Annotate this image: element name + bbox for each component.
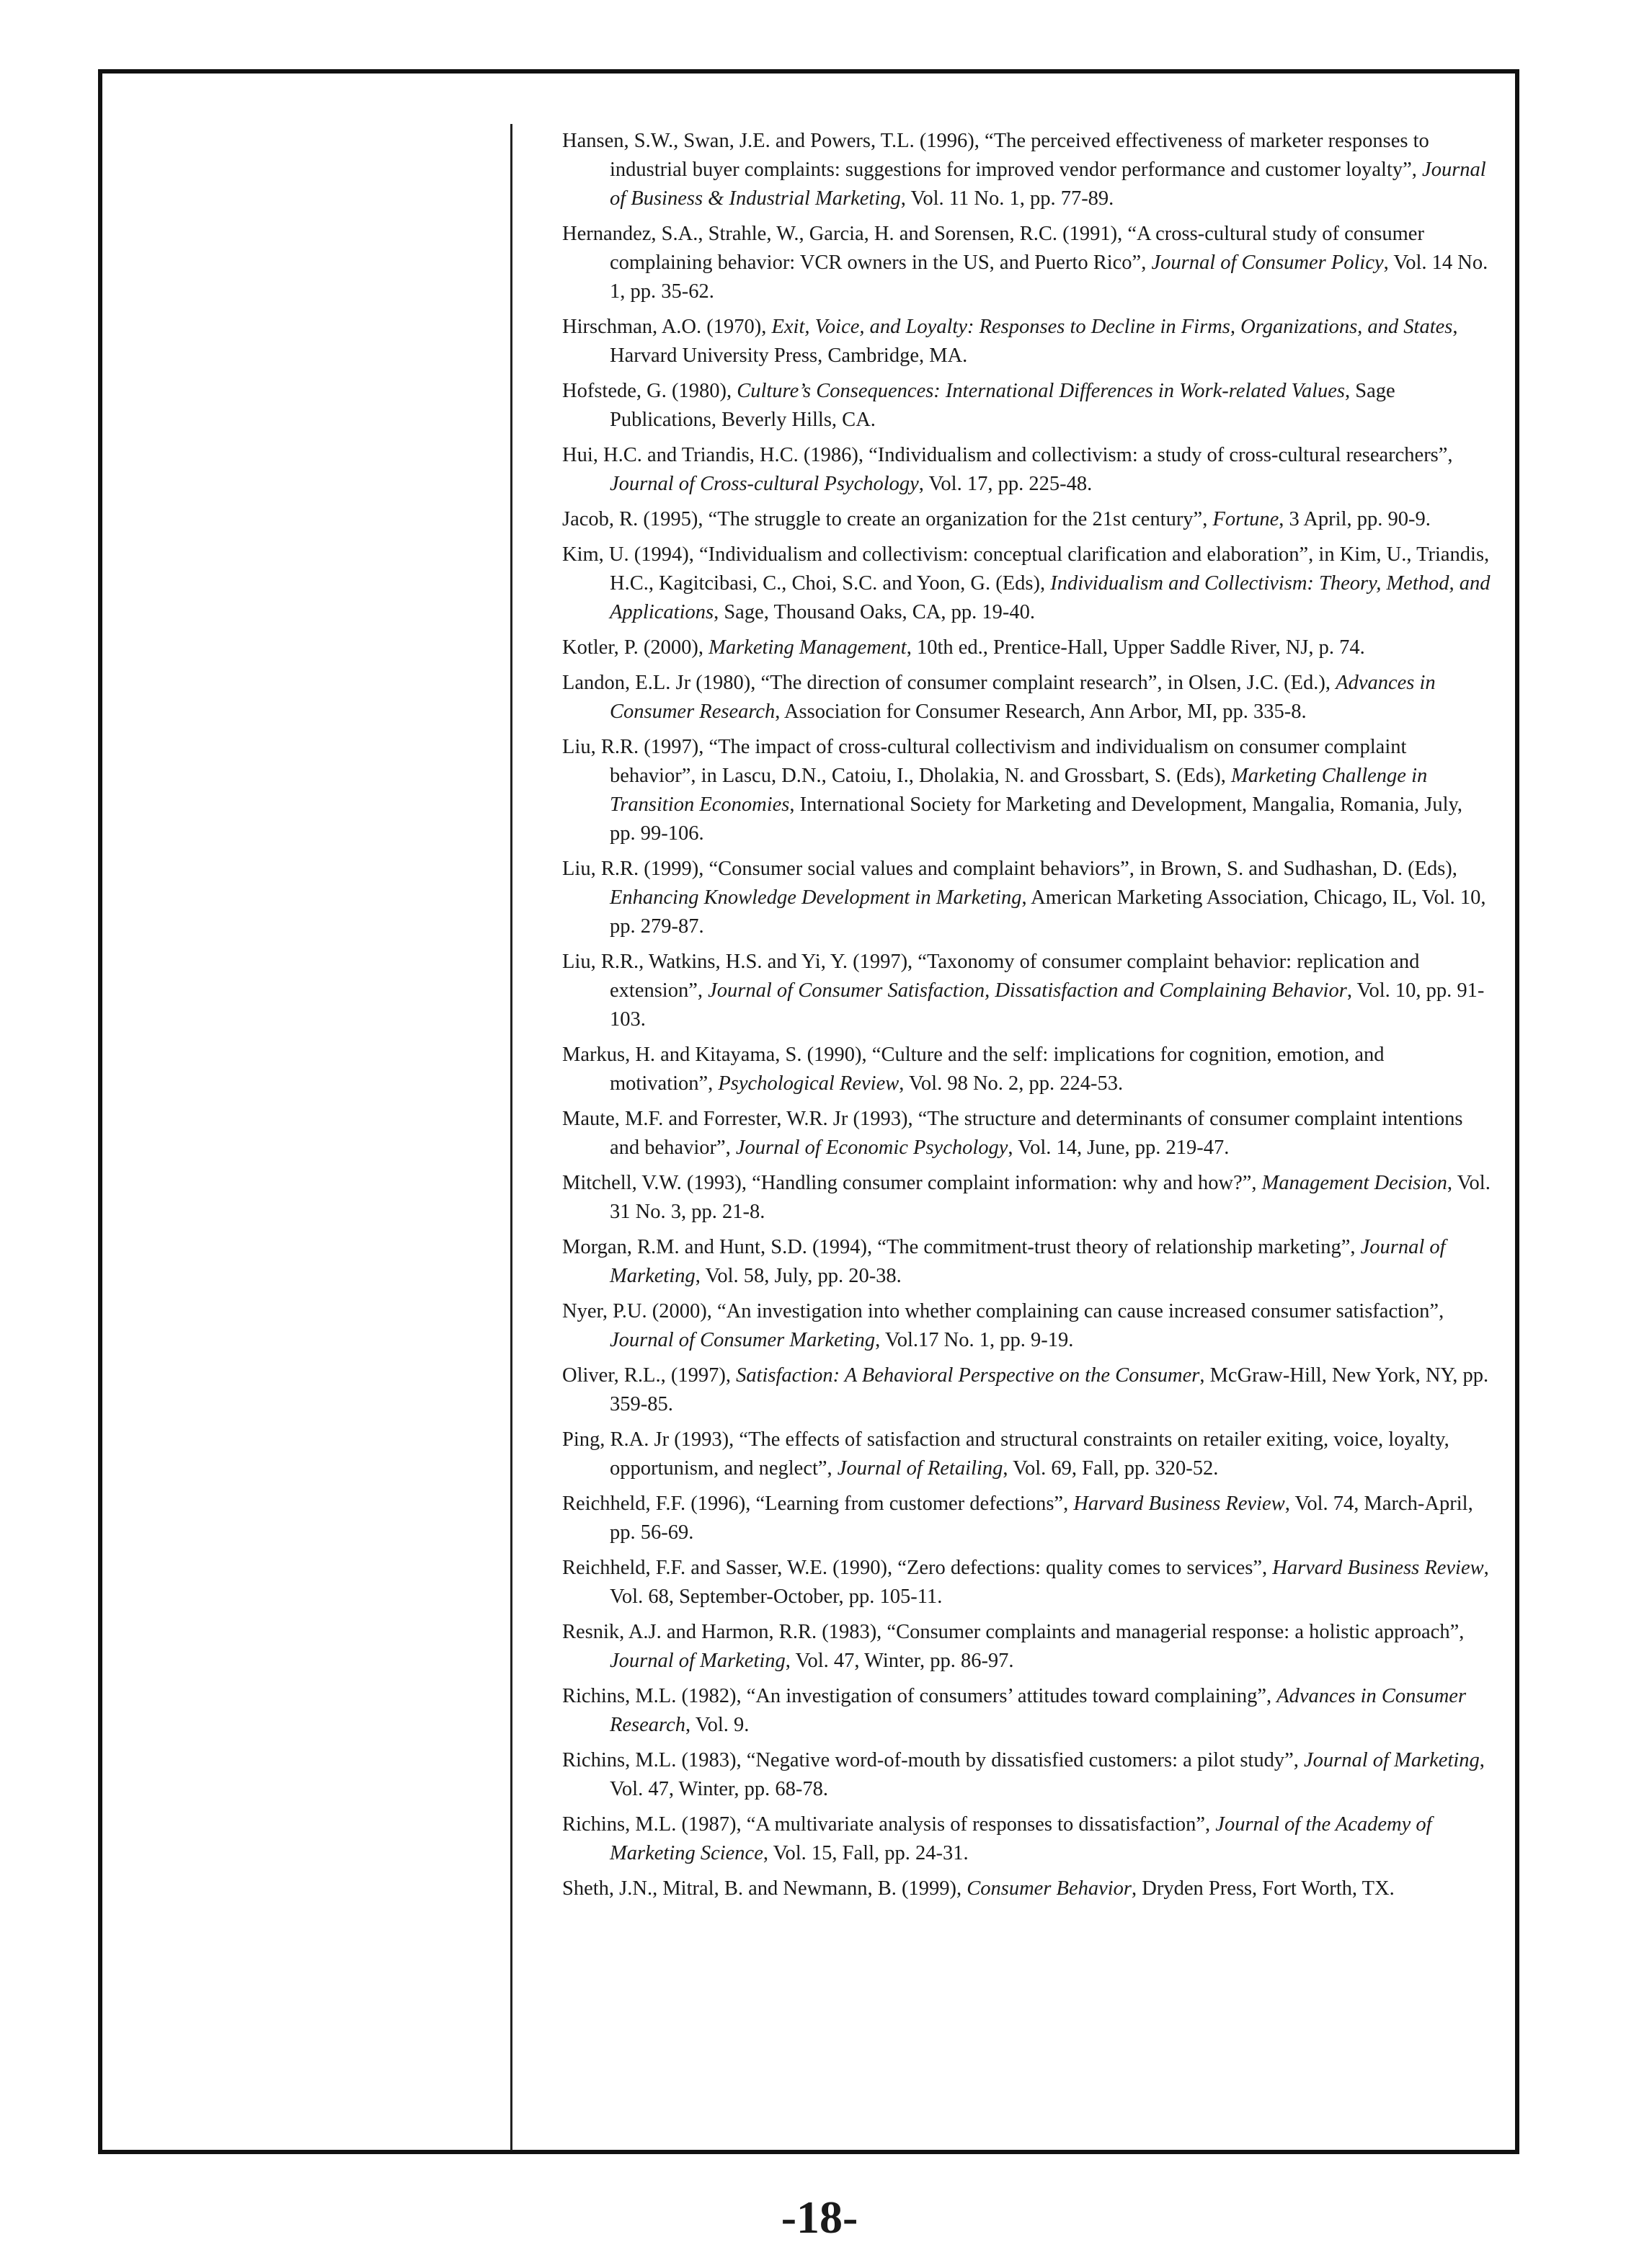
reference-entry bbox=[562, 1169, 1492, 1227]
reference-entry bbox=[562, 1618, 1492, 1676]
reference-details: , Vol. 74, March-April, pp. 56-69. bbox=[610, 1493, 1473, 1544]
reference-text: Hirschman, A.O. (1970), bbox=[562, 316, 772, 338]
reference-details: , Vol. 14, June, pp. 219-47. bbox=[1008, 1137, 1230, 1159]
reference-entry bbox=[562, 1682, 1492, 1740]
reference-details: , 10th ed., Prentice-Hall, Upper Saddle River, NJ, p. 74. bbox=[906, 636, 1365, 659]
reference-entry bbox=[562, 1105, 1492, 1162]
reference-text: Sheth, J.N., Mitral, B. and Newmann, B. (1999), bbox=[562, 1877, 967, 1900]
reference-entry bbox=[562, 1297, 1492, 1355]
page-number: -18- bbox=[781, 2192, 858, 2243]
reference-source-title: Consumer Behavior bbox=[967, 1877, 1132, 1900]
reference-entry bbox=[562, 220, 1492, 306]
reference-source-title: Harvard Business Review bbox=[1272, 1557, 1484, 1579]
reference-source-title: Individualism and Collectivism: Theory, Method, and Applications bbox=[610, 572, 1491, 623]
reference-source-title: Exit, Voice, and Loyalty: Responses to Decline in Firms, Organizations, and States bbox=[771, 316, 1453, 338]
reference-details: , Vol. 69, Fall, pp. 320-52. bbox=[1003, 1457, 1219, 1480]
reference-details: , Association for Consumer Research, Ann Arbor, MI, pp. 335-8. bbox=[775, 701, 1307, 723]
reference-details: , McGraw-Hill, New York, NY, pp. 359-85. bbox=[610, 1364, 1489, 1415]
reference-text: Jacob, R. (1995), “The struggle to create an organization for the 21st century”, bbox=[562, 508, 1213, 530]
reference-entry bbox=[562, 1233, 1492, 1291]
reference-details: , Vol. 58, July, pp. 20-38. bbox=[695, 1265, 902, 1287]
reference-source-title: Journal of Business & Industrial Marketing bbox=[610, 159, 1486, 210]
reference-source-title: Journal of the Academy of Marketing Science bbox=[610, 1813, 1432, 1864]
reference-source-title: Satisfaction: A Behavioral Perspective on the Consumer bbox=[736, 1364, 1200, 1387]
reference-source-title: Advances in Consumer Research bbox=[610, 672, 1436, 723]
reference-entry bbox=[562, 669, 1492, 726]
reference-source-title: Journal of Consumer Satisfaction, Dissatisfaction and Complaining Behavior bbox=[708, 979, 1347, 1002]
reference-text: Landon, E.L. Jr (1980), “The direction of consumer complaint research”, in Olsen, J.C. (Ed.), bbox=[562, 672, 1336, 694]
reference-details: , Vol. 17, pp. 225-48. bbox=[918, 473, 1093, 495]
reference-text: Markus, H. and Kitayama, S. (1990), “Culture and the self: implications for cognition, emotion, and motivation”, bbox=[562, 1044, 1385, 1095]
reference-text: Ping, R.A. Jr (1993), “The effects of satisfaction and structural constraints on retailer exiting, voice, loyalty, opportunism, and neglect”, bbox=[562, 1428, 1449, 1480]
reference-source-title: Journal of Marketing bbox=[1304, 1749, 1480, 1771]
reference-text: Hofstede, G. (1980), bbox=[562, 380, 737, 402]
reference-entry bbox=[562, 441, 1492, 499]
reference-details: , Vol. 31 No. 3, pp. 21-8. bbox=[610, 1172, 1491, 1223]
reference-entry bbox=[562, 127, 1492, 213]
reference-details: , Vol. 47, Winter, pp. 86-97. bbox=[785, 1650, 1014, 1672]
margin-rule bbox=[510, 124, 512, 2151]
reference-details: , American Marketing Association, Chicago, IL, Vol. 10, pp. 279-87. bbox=[610, 886, 1486, 938]
reference-text: Richins, M.L. (1987), “A multivariate analysis of responses to dissatisfaction”, bbox=[562, 1813, 1216, 1836]
reference-text: Hui, H.C. and Triandis, H.C. (1986), “Individualism and collectivism: a study of cross-cultural researchers”, bbox=[562, 444, 1453, 466]
reference-entry bbox=[562, 1426, 1492, 1483]
reference-source-title: Marketing Challenge in Transition Economies bbox=[610, 765, 1428, 816]
reference-source-title: Journal of Economic Psychology bbox=[735, 1137, 1008, 1159]
reference-source-title: Journal of Retailing bbox=[837, 1457, 1003, 1480]
reference-details: , Harvard University Press, Cambridge, MA. bbox=[610, 316, 1458, 367]
reference-entry bbox=[562, 1746, 1492, 1804]
reference-entry bbox=[562, 505, 1492, 534]
reference-text: Morgan, R.M. and Hunt, S.D. (1994), “The commitment-trust theory of relationship marketing”, bbox=[562, 1236, 1361, 1258]
reference-details: , Vol. 9. bbox=[685, 1714, 750, 1736]
reference-list bbox=[562, 127, 1492, 1910]
reference-details: , Vol. 47, Winter, pp. 68-78. bbox=[610, 1749, 1485, 1800]
reference-details: , Vol. 11 No. 1, pp. 77-89. bbox=[900, 187, 1114, 210]
reference-details: , Vol.17 No. 1, pp. 9-19. bbox=[875, 1329, 1074, 1351]
reference-source-title: Psychological Review bbox=[718, 1072, 900, 1095]
reference-entry bbox=[562, 1490, 1492, 1547]
reference-entry bbox=[562, 1875, 1492, 1903]
reference-entry bbox=[562, 313, 1492, 370]
reference-text: Oliver, R.L., (1997), bbox=[562, 1364, 737, 1387]
reference-source-title: Journal of Marketing bbox=[610, 1236, 1446, 1287]
reference-text: Richins, M.L. (1982), “An investigation of consumers’ attitudes toward complaining”, bbox=[562, 1685, 1277, 1707]
reference-entry bbox=[562, 1810, 1492, 1868]
reference-details: , Dryden Press, Fort Worth, TX. bbox=[1132, 1877, 1395, 1900]
reference-text: Maute, M.F. and Forrester, W.R. Jr (1993), “The structure and determinants of consumer complaint intentions and behavior”, bbox=[562, 1108, 1463, 1159]
reference-entry bbox=[562, 855, 1492, 941]
reference-text: Kotler, P. (2000), bbox=[562, 636, 709, 659]
reference-entry bbox=[562, 1361, 1492, 1419]
reference-entry bbox=[562, 377, 1492, 435]
reference-details: , Sage, Thousand Oaks, CA, pp. 19-40. bbox=[714, 601, 1036, 623]
reference-details: , Vol. 68, September-October, pp. 105-11. bbox=[610, 1557, 1489, 1608]
reference-source-title: Culture’s Consequences: International Differences in Work-related Values bbox=[737, 380, 1345, 402]
reference-text: Liu, R.R. (1999), “Consumer social values and complaint behaviors”, in Brown, S. and Sudhashan, D. (Eds), bbox=[562, 858, 1457, 880]
reference-source-title: Advances in Consumer Research bbox=[610, 1685, 1467, 1736]
reference-text: Resnik, A.J. and Harmon, R.R. (1983), “Consumer complaints and managerial response: a holistic approach”, bbox=[562, 1621, 1465, 1643]
reference-source-title: Management Decision bbox=[1261, 1172, 1447, 1194]
reference-entry bbox=[562, 733, 1492, 848]
reference-source-title: Journal of Marketing bbox=[610, 1650, 786, 1672]
reference-text: Reichheld, F.F. and Sasser, W.E. (1990), “Zero defections: quality comes to services”, bbox=[562, 1557, 1273, 1579]
reference-details: , Sage Publications, Beverly Hills, CA. bbox=[610, 380, 1395, 431]
reference-text: Liu, R.R. (1997), “The impact of cross-cultural collectivism and individualism on consumer complaint behavior”, in Lascu, D.N., Catoiu, I., Dholakia, N. and Grossbart, S. (Eds), bbox=[562, 736, 1407, 787]
reference-source-title: Journal of Cross-cultural Psychology bbox=[610, 473, 919, 495]
reference-text: Hansen, S.W., Swan, J.E. and Powers, T.L. (1996), “The perceived effectiveness of marketer responses to industrial buyer complaints: suggestions for improved vendor performance and customer loyalty”, bbox=[562, 130, 1429, 181]
reference-source-title: Enhancing Knowledge Development in Marketing bbox=[610, 886, 1022, 909]
reference-entry bbox=[562, 541, 1492, 627]
reference-text: Nyer, P.U. (2000), “An investigation into whether complaining can cause increased consumer satisfaction”, bbox=[562, 1300, 1444, 1322]
reference-source-title: Marketing Management bbox=[709, 636, 907, 659]
reference-source-title: Fortune bbox=[1212, 508, 1279, 530]
reference-source-title: Harvard Business Review bbox=[1073, 1493, 1285, 1515]
reference-text: Reichheld, F.F. (1996), “Learning from customer defections”, bbox=[562, 1493, 1074, 1515]
reference-details: , Vol. 14 No. 1, pp. 35-62. bbox=[610, 252, 1488, 303]
reference-details: , Vol. 15, Fall, pp. 24-31. bbox=[763, 1842, 969, 1864]
reference-details: , Vol. 10, pp. 91-103. bbox=[610, 979, 1485, 1031]
reference-text: Mitchell, V.W. (1993), “Handling consumer complaint information: why and how?”, bbox=[562, 1172, 1262, 1194]
reference-entry bbox=[562, 633, 1492, 662]
reference-source-title: Journal of Consumer Policy bbox=[1151, 252, 1384, 274]
reference-text: Kim, U. (1994), “Individualism and collectivism: conceptual clarification and elaboration”, in Kim, U., Triandis, H.C., Kagitcibasi, C., Choi, S.C. and Yoon, G. (Eds), bbox=[562, 543, 1490, 595]
reference-entry bbox=[562, 1041, 1492, 1098]
reference-entry bbox=[562, 1554, 1492, 1611]
reference-details: , International Society for Marketing and Development, Mangalia, Romania, July, pp. 99-106. bbox=[610, 793, 1463, 845]
reference-source-title: Journal of Consumer Marketing bbox=[610, 1329, 876, 1351]
reference-details: , Vol. 98 No. 2, pp. 224-53. bbox=[899, 1072, 1124, 1095]
reference-text: Richins, M.L. (1983), “Negative word-of-mouth by dissatisfied customers: a pilot study”, bbox=[562, 1749, 1304, 1771]
reference-entry bbox=[562, 948, 1492, 1034]
reference-text: Liu, R.R., Watkins, H.S. and Yi, Y. (1997), “Taxonomy of consumer complaint behavior: replication and extension”, bbox=[562, 951, 1420, 1002]
reference-text: Hernandez, S.A., Strahle, W., Garcia, H. and Sorensen, R.C. (1991), “A cross-cultural study of consumer complaining behavior: VCR owners in the US, and Puerto Rico”, bbox=[562, 223, 1424, 274]
reference-details: , 3 April, pp. 90-9. bbox=[1279, 508, 1431, 530]
